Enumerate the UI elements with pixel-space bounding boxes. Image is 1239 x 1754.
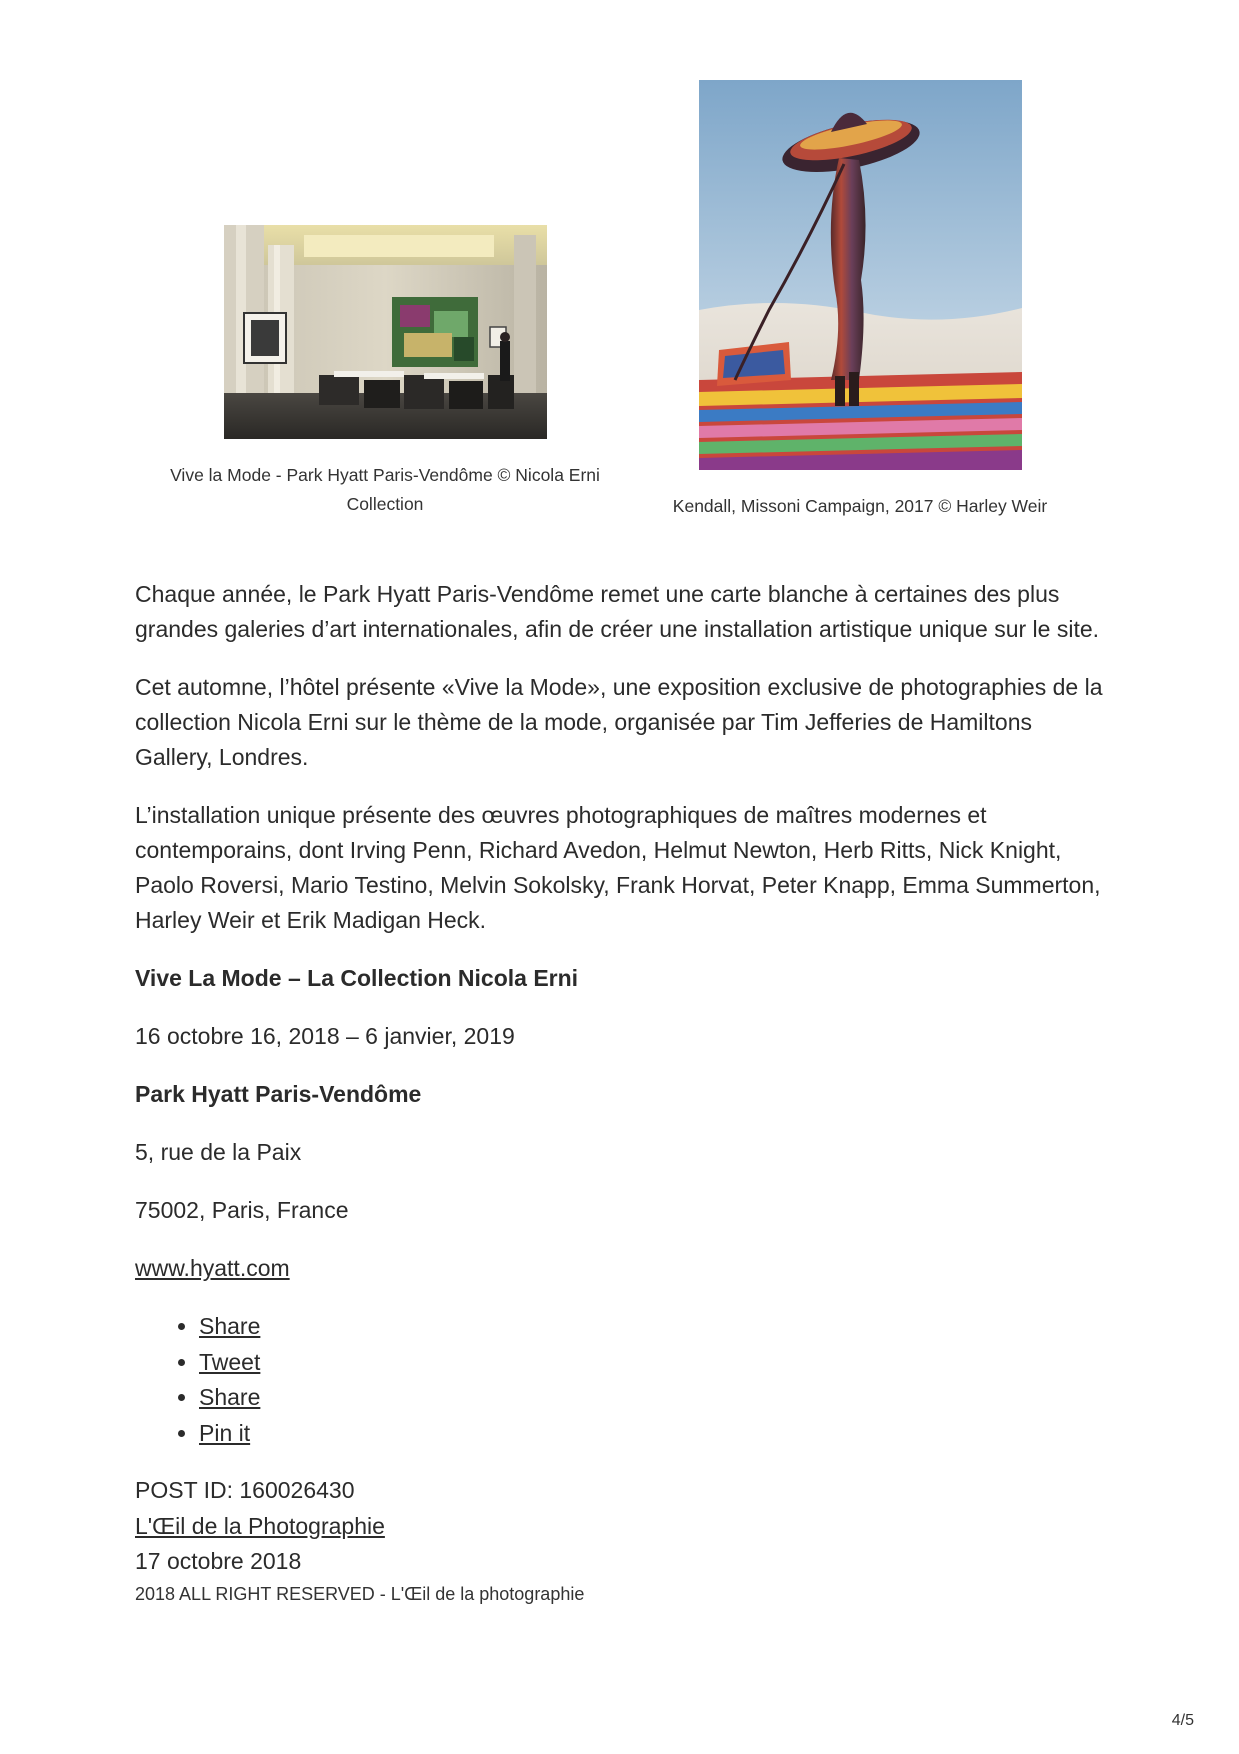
page-number: 4/5 [1171,1712,1194,1729]
caption-kendall: Kendall, Missoni Campaign, 2017 © Harley Weir [672,496,1048,516]
article-body [135,577,1110,1607]
venue-name: Park Hyatt Paris-Vendôme [135,1081,422,1107]
figure-kendall [640,80,1080,521]
publication-line [135,1509,1110,1545]
publication-link[interactable]: L'Œil de la Photographie [135,1512,385,1539]
share-item [199,1380,1110,1416]
website-paragraph [135,1251,1110,1286]
share-item [199,1345,1110,1381]
share-linkedin-link[interactable]: Share [199,1384,261,1410]
post-date: 17 octobre 2018 [135,1548,302,1574]
post-id: POST ID: 160026430 [135,1477,355,1503]
address-line-1: 5, rue de la Paix [135,1139,302,1165]
exhibition-title: Vive La Mode – La Collection Nicola Erni [135,965,579,991]
share-item [199,1416,1110,1452]
exhibition-dates: 16 octobre 16, 2018 – 6 janvier, 2019 [135,1023,515,1049]
paragraph-exhibition: Cet automne, l’hôtel présente «Vive la Mode», une exposition exclusive de photographies de la collection Nicola Erni sur le thème de la mode, organisée par Tim Jefferies de Hamiltons Gallery, Londres. [135,674,1103,770]
address-line-2: 75002, Paris, France [135,1197,349,1223]
pin-it-link[interactable]: Pin it [199,1419,251,1446]
paragraph-intro: Chaque année, le Park Hyatt Paris-Vendôme remet une carte blanche à certaines des plus grandes galeries d’art internationales, afin de créer une installation artistique unique sur le site. [135,581,1100,642]
hotel-interior-photo [224,225,547,439]
tweet-link[interactable]: Tweet [199,1348,261,1375]
share-facebook-link[interactable]: Share [199,1313,261,1339]
caption-hotel: Vive la Mode - Park Hyatt Paris-Vendôme © Nicola Erni Collection [170,465,600,514]
paragraph-artists: L’installation unique présente des œuvres photographiques de maîtres modernes et contemporains, dont Irving Penn, Richard Avedon, Helmut Newton, Herb Ritts, Nick Knight, Paolo Roversi, Mario Testino, Melvin Sokolsky, Frank Horvat, Peter Knapp, Emma Summerton, Harley Weir et Erik Madigan Heck. [135,802,1101,933]
share-item [199,1309,1110,1345]
website-link[interactable]: www.hyatt.com [135,1255,290,1281]
copyright-notice: 2018 ALL RIGHT RESERVED - L'Œil de la photographie [135,1583,585,1604]
kendall-missoni-photo [699,80,1022,470]
share-links [135,1309,1110,1451]
figure-hotel [160,225,610,519]
